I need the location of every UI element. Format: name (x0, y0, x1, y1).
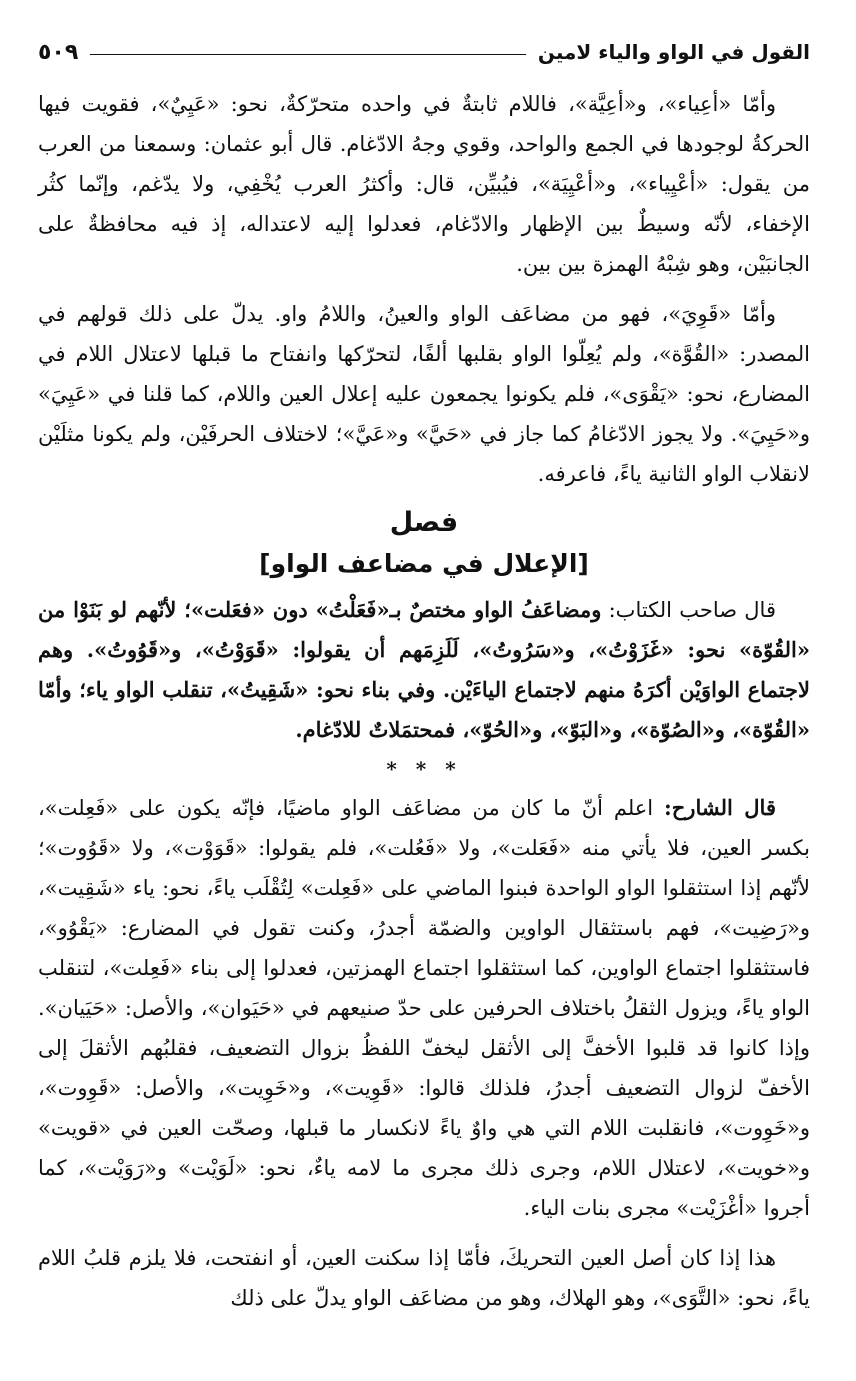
page-body (38, 84, 810, 1318)
section-subtitle: [الإعلال في مضاعف الواو] (259, 549, 589, 578)
sharh-paragraph (38, 788, 810, 1228)
section-title: فصل (389, 507, 459, 538)
sharh-text: اعلم أنّ ما كان من مضاعَف الواو ماضيًا، فإنّه يكون على «فَعِلت»، بكسر العين، فلا يأتي منه «فَعَلت»، ولا «فَعُلت»، فلم يقولوا: «قَوَوْت»، ولا «قَوُوت»؛ لأنّهم إذا استثقلوا الواو الواحدة فبنوا الماضي على «فَعِلت» لِتُقْلَب ياءً، نحو: ياء «شَقِيت»، و«رَضِيت»، فهم باستثقال الواوين والضمّة أجدرُ، وكنت تقول في المضارع: «يَقْوُو»، فاستثقلوا اجتماع الواوين، كما استثقلوا اجتماع الهمزتين، فعدلوا إلى بناء «فَعِلت»، لتنقلب الواو ياءً، ويزول الثقلُ باختلاف الحرفين على حدّ صنيعهم في «حَيَوان»، والأصل: «حَيَيان». وإذا كانوا قد قلبوا الأخفَّ إلى الأثقل ليخفّ اللفظُ بزوال التضعيف، فقلبُهم الأثقلَ إلى الأخفّ لزوال التضعيف أجدرُ، فلذلك قالوا: «قَوِيت»، و«خَوِيت»، والأصل: «قَوِوت»، و«خَوِوت»، فانقلبت اللام التي هي واوٌ ياءً لانكسار ما قبلها، وصحّت العين في «قويت» و«خويت»، لاعتلال اللام، وجرى ذلك مجرى ما لامه ياءٌ، نحو: «لَوَيْت» و«رَوَيْت»، كما أجروا «أغْزَيْت» مجرى بنات الياء. (38, 796, 810, 1220)
matn-paragraph (38, 590, 810, 750)
page-number: ٥٠٩ (38, 39, 79, 65)
paragraph-ayiya: وأمّا «أعِياء»، و«أعِيَّة»، فاللام ثابتةٌ في واحده متحرّكةٌ، نحو: «عَيِيٌ»، فقويت فيها الحركةُ لوجودها في الجمع والواحد، وقوي وجهُ الادّغام. قال أبو عثمان: وسمعنا من العرب من يقول: «أعْيِياء»، و«أعْيِيَة»، فيُبيِّن، قال: وأكثرُ العرب يُخْفِي، ولا يدّغم، وإنّما كثُر الإخفاء، لأنّه وسيطٌ بين الإظهار والادّغام، فعدلوا إليه لاعتداله، إذ فيه محافظةٌ على الجانبَيْن، وهو شِبْهُ الهمزة بين بين. (38, 92, 810, 276)
separator-stars: * * * (386, 757, 462, 781)
header-rule (90, 54, 526, 55)
paragraph-qawiya: وأمّا «قَوِيَ»، فهو من مضاعَف الواو والعينُ، واللامُ واو. يدلّ على ذلك قولهم في المصدر: «القُوَّة»، ولم يُعِلّوا الواو بقلبها ألفًا، لتحرّكها وانفتاح ما قبلها لاعتلال اللام في المضارع، نحو: «يَقْوَى»، فلم يكونوا يجمعون عليه إعلال العين واللام، كما قلنا في «عَيِيَ» و«حَيِيَ». ولا يجوز الادّغامُ كما جاز في «حَيَّ» و«عَيَّ»؛ لاختلاف الحرفَيْن، ولم يكونا مثلَيْن لانقلاب الواو الثانية ياءً، فاعرفه. (38, 302, 810, 486)
matn-text: ومضاعَفُ الواو مختصٌ بـ«فَعَلْتُ» دون «فعَلت»؛ لأنّهم لو بَنَوْا من «القُوّة» نحو: «غَزَوْتُ»، و«سَرُوتُ»، لَلَزِمَهم أن يقولوا: «قَوَوْتُ»، و«قَوُوتُ». وهم لاجتماع الواوَيْن أكرَهُ منهم لاجتماع الياءَيْن. وفي بناء نحو: «شَقِيتُ»، تنقلب الواو ياء؛ وأمّا «القُوّة»، و«الصُوّة»، و«البَوّ»، و«الحُوّ»، فمحتمَلاتٌ للادّغام. (38, 597, 810, 742)
matn-lead: قال صاحب الكتاب: (608, 598, 776, 622)
running-header (38, 30, 810, 74)
chapter-heading: القول في الواو والياء لامين (537, 40, 810, 64)
paragraph-bottom: هذا إذا كان أصل العين التحريكَ، فأمّا إذا سكنت العين، أو انفتحت، فلا يلزم قلبُ اللام ياءً، نحو: «التَّوَى»، وهو الهلاك، وهو من مضاعَف الواو يدلّ على ذلك (38, 1246, 810, 1310)
sharh-lead: قال الشارح: (664, 795, 776, 820)
